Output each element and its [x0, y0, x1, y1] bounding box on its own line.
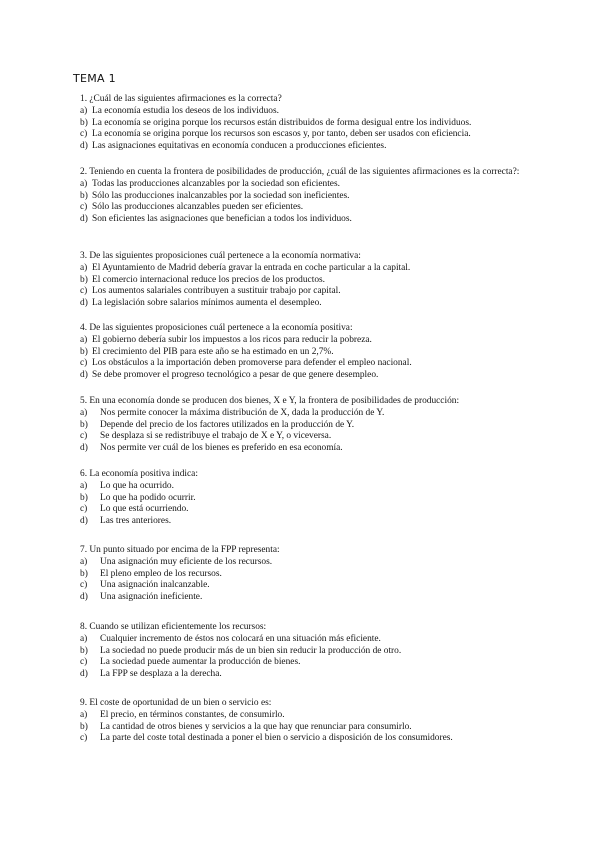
option-letter: a)	[80, 334, 88, 345]
answer-option	[80, 504, 530, 516]
option-letter: b)	[80, 190, 88, 201]
answer-option	[80, 191, 530, 203]
answer-option	[80, 420, 530, 432]
answer-option	[80, 141, 530, 153]
answer-option	[80, 286, 530, 298]
question-6	[80, 469, 530, 528]
answer-option	[80, 358, 530, 370]
option-letter: b)	[80, 645, 88, 656]
option-text: Lo que ha podido ocurrir.	[100, 492, 196, 503]
option-letter: c)	[80, 733, 88, 744]
question-1	[80, 94, 530, 153]
answer-option	[80, 129, 530, 141]
answer-option	[80, 710, 530, 722]
option-letter: a)	[80, 407, 88, 418]
option-letter: a)	[80, 105, 88, 116]
answer-option	[80, 298, 530, 310]
answer-option	[80, 592, 530, 604]
option-letter: c)	[80, 129, 88, 140]
answer-option	[80, 179, 530, 191]
question-text: 9. El coste de oportunidad de un bien o servicio es:	[80, 698, 272, 708]
option-text: El crecimiento del PIB para este año se ha estimado en un 2,7%.	[92, 346, 334, 357]
option-text: Una asignación ineficiente.	[100, 592, 203, 603]
option-letter: a)	[80, 709, 88, 720]
answer-option	[80, 557, 530, 569]
question-5	[80, 396, 530, 455]
answer-option	[80, 335, 530, 347]
option-text: Se debe promover el progreso tecnológico a pesar de que genere desempleo.	[92, 370, 379, 381]
option-letter: c)	[80, 657, 88, 668]
answer-option	[80, 275, 530, 287]
option-text: Se desplaza si se redistribuye el trabajo de X e Y, o viceversa.	[100, 431, 332, 442]
answer-option	[80, 118, 530, 130]
option-text: Todas las producciones alcanzables por la sociedad son eficientes.	[92, 178, 340, 189]
question-3	[80, 251, 530, 310]
question-text: 1. ¿Cuál de las siguientes afirmaciones es la correcta?	[80, 94, 282, 104]
answer-option	[80, 263, 530, 275]
option-letter: c)	[80, 358, 88, 369]
option-text: La FPP se desplaza a la derecha.	[100, 669, 222, 680]
option-letter: c)	[80, 286, 88, 297]
option-letter: b)	[80, 117, 88, 128]
answer-option	[80, 722, 530, 734]
answer-option	[80, 634, 530, 646]
answer-option	[80, 733, 530, 745]
question-2	[80, 167, 530, 226]
option-text: El precio, en términos constantes, de consumirlo.	[100, 709, 285, 720]
answer-option	[80, 443, 530, 455]
option-letter: d)	[80, 669, 88, 680]
answer-option	[80, 214, 530, 226]
answer-option	[80, 202, 530, 214]
option-text: Son eficientes las asignaciones que benefician a todos los individuos.	[92, 214, 352, 225]
answer-option	[80, 370, 530, 382]
option-text: La economía se origina porque los recursos son escasos y, por tanto, deben ser usados con eficiencia.	[92, 129, 471, 140]
answer-option	[80, 516, 530, 528]
answer-option	[80, 580, 530, 592]
option-text: Las asignaciones equitativas en economía conducen a producciones eficientes.	[92, 141, 387, 152]
option-text: Depende del precio de los factores utilizados en la producción de Y.	[100, 419, 355, 430]
option-letter: d)	[80, 214, 88, 225]
option-text: Los aumentos salariales contribuyen a sustituir trabajo por capital.	[92, 286, 341, 297]
option-letter: b)	[80, 721, 88, 732]
option-text: Sólo las producciones alcanzables pueden ser eficientes.	[92, 202, 304, 213]
option-letter: c)	[80, 202, 88, 213]
question-4	[80, 323, 530, 382]
option-letter: d)	[80, 592, 88, 603]
option-text: Cualquier incremento de éstos nos colocará en una situación más eficiente.	[100, 633, 381, 644]
question-text: 3. De las siguientes proposiciones cuál pertenece a la economía normativa:	[80, 251, 361, 261]
option-letter: d)	[80, 443, 88, 454]
option-letter: d)	[80, 370, 88, 381]
option-letter: b)	[80, 419, 88, 430]
option-text: Las tres anteriores.	[100, 516, 172, 527]
option-text: Sólo las producciones inalcanzables por la sociedad son ineficientes.	[92, 190, 350, 201]
answer-option	[80, 669, 530, 681]
option-text: El Ayuntamiento de Madrid debería gravar la entrada en coche particular a la capital.	[92, 262, 411, 273]
question-text: 5. En una economía donde se producen dos bienes, X e Y, la frontera de posibilidades de producción:	[80, 396, 460, 406]
option-text: La legislación sobre salarios mínimos aumenta el desempleo.	[92, 298, 322, 309]
page-title: TEMA 1	[73, 72, 116, 85]
option-text: La economía se origina porque los recursos están distribuidos de forma desigual entre los individuos.	[92, 117, 472, 128]
option-text: Nos permite conocer la máxima distribución de X, dada la producción de Y.	[100, 407, 385, 418]
option-letter: d)	[80, 298, 88, 309]
option-text: Una asignación inalcanzable.	[100, 580, 210, 591]
answer-option	[80, 431, 530, 443]
question-text: 8. Cuando se utilizan eficientemente los recursos:	[80, 622, 267, 632]
option-text: Lo que está ocurriendo.	[100, 504, 189, 515]
answer-option	[80, 106, 530, 118]
option-letter: c)	[80, 431, 88, 442]
answer-option	[80, 657, 530, 669]
option-text: Lo que ha ocurrido.	[100, 480, 174, 491]
answer-option	[80, 569, 530, 581]
answer-option	[80, 347, 530, 359]
option-letter: d)	[80, 516, 88, 527]
answer-option	[80, 481, 530, 493]
question-7	[80, 545, 530, 604]
option-letter: a)	[80, 178, 88, 189]
option-text: El gobierno debería subir los impuestos a los ricos para reducir la pobreza.	[92, 334, 372, 345]
option-letter: a)	[80, 633, 88, 644]
question-8	[80, 622, 530, 681]
option-text: El comercio internacional reduce los precios de los productos.	[92, 274, 325, 285]
option-letter: b)	[80, 492, 88, 503]
option-text: El pleno empleo de los recursos.	[100, 568, 222, 579]
option-letter: b)	[80, 346, 88, 357]
option-letter: c)	[80, 504, 88, 515]
option-text: La economía estudia los deseos de los individuos.	[92, 105, 279, 116]
option-letter: a)	[80, 262, 88, 273]
option-text: La cantidad de otros bienes y servicios a la que hay que renunciar para consumirlo.	[100, 721, 412, 732]
option-text: La sociedad puede aumentar la producción de bienes.	[100, 657, 301, 668]
option-letter: b)	[80, 568, 88, 579]
option-text: Nos permite ver cuál de los bienes es preferido en esa economía.	[100, 443, 343, 454]
question-9	[80, 698, 530, 745]
option-text: La parte del coste total destinada a poner el bien o servicio a disposición de los consumidores.	[100, 733, 453, 744]
option-letter: a)	[80, 480, 88, 491]
option-letter: c)	[80, 580, 88, 591]
option-letter: a)	[80, 556, 88, 567]
answer-option	[80, 646, 530, 658]
option-text: Los obstáculos a la importación deben promoverse para defender el empleo nacional.	[92, 358, 412, 369]
option-text: Una asignación muy eficiente de los recursos.	[100, 556, 273, 567]
answer-option	[80, 493, 530, 505]
question-text: 7. Un punto situado por encima de la FPP representa:	[80, 545, 280, 555]
option-text: La sociedad no puede producir más de un bien sin reducir la producción de otro.	[100, 645, 402, 656]
question-text: 2. Teniendo en cuenta la frontera de posibilidades de producción, ¿cuál de las siguientes afirmaciones es la correcta?:	[80, 167, 520, 177]
option-letter: b)	[80, 274, 88, 285]
question-text: 4. De las siguientes proposiciones cuál pertenece a la economía positiva:	[80, 323, 353, 333]
option-letter: d)	[80, 141, 88, 152]
answer-option	[80, 408, 530, 420]
question-text: 6. La economía positiva indica:	[80, 469, 198, 479]
